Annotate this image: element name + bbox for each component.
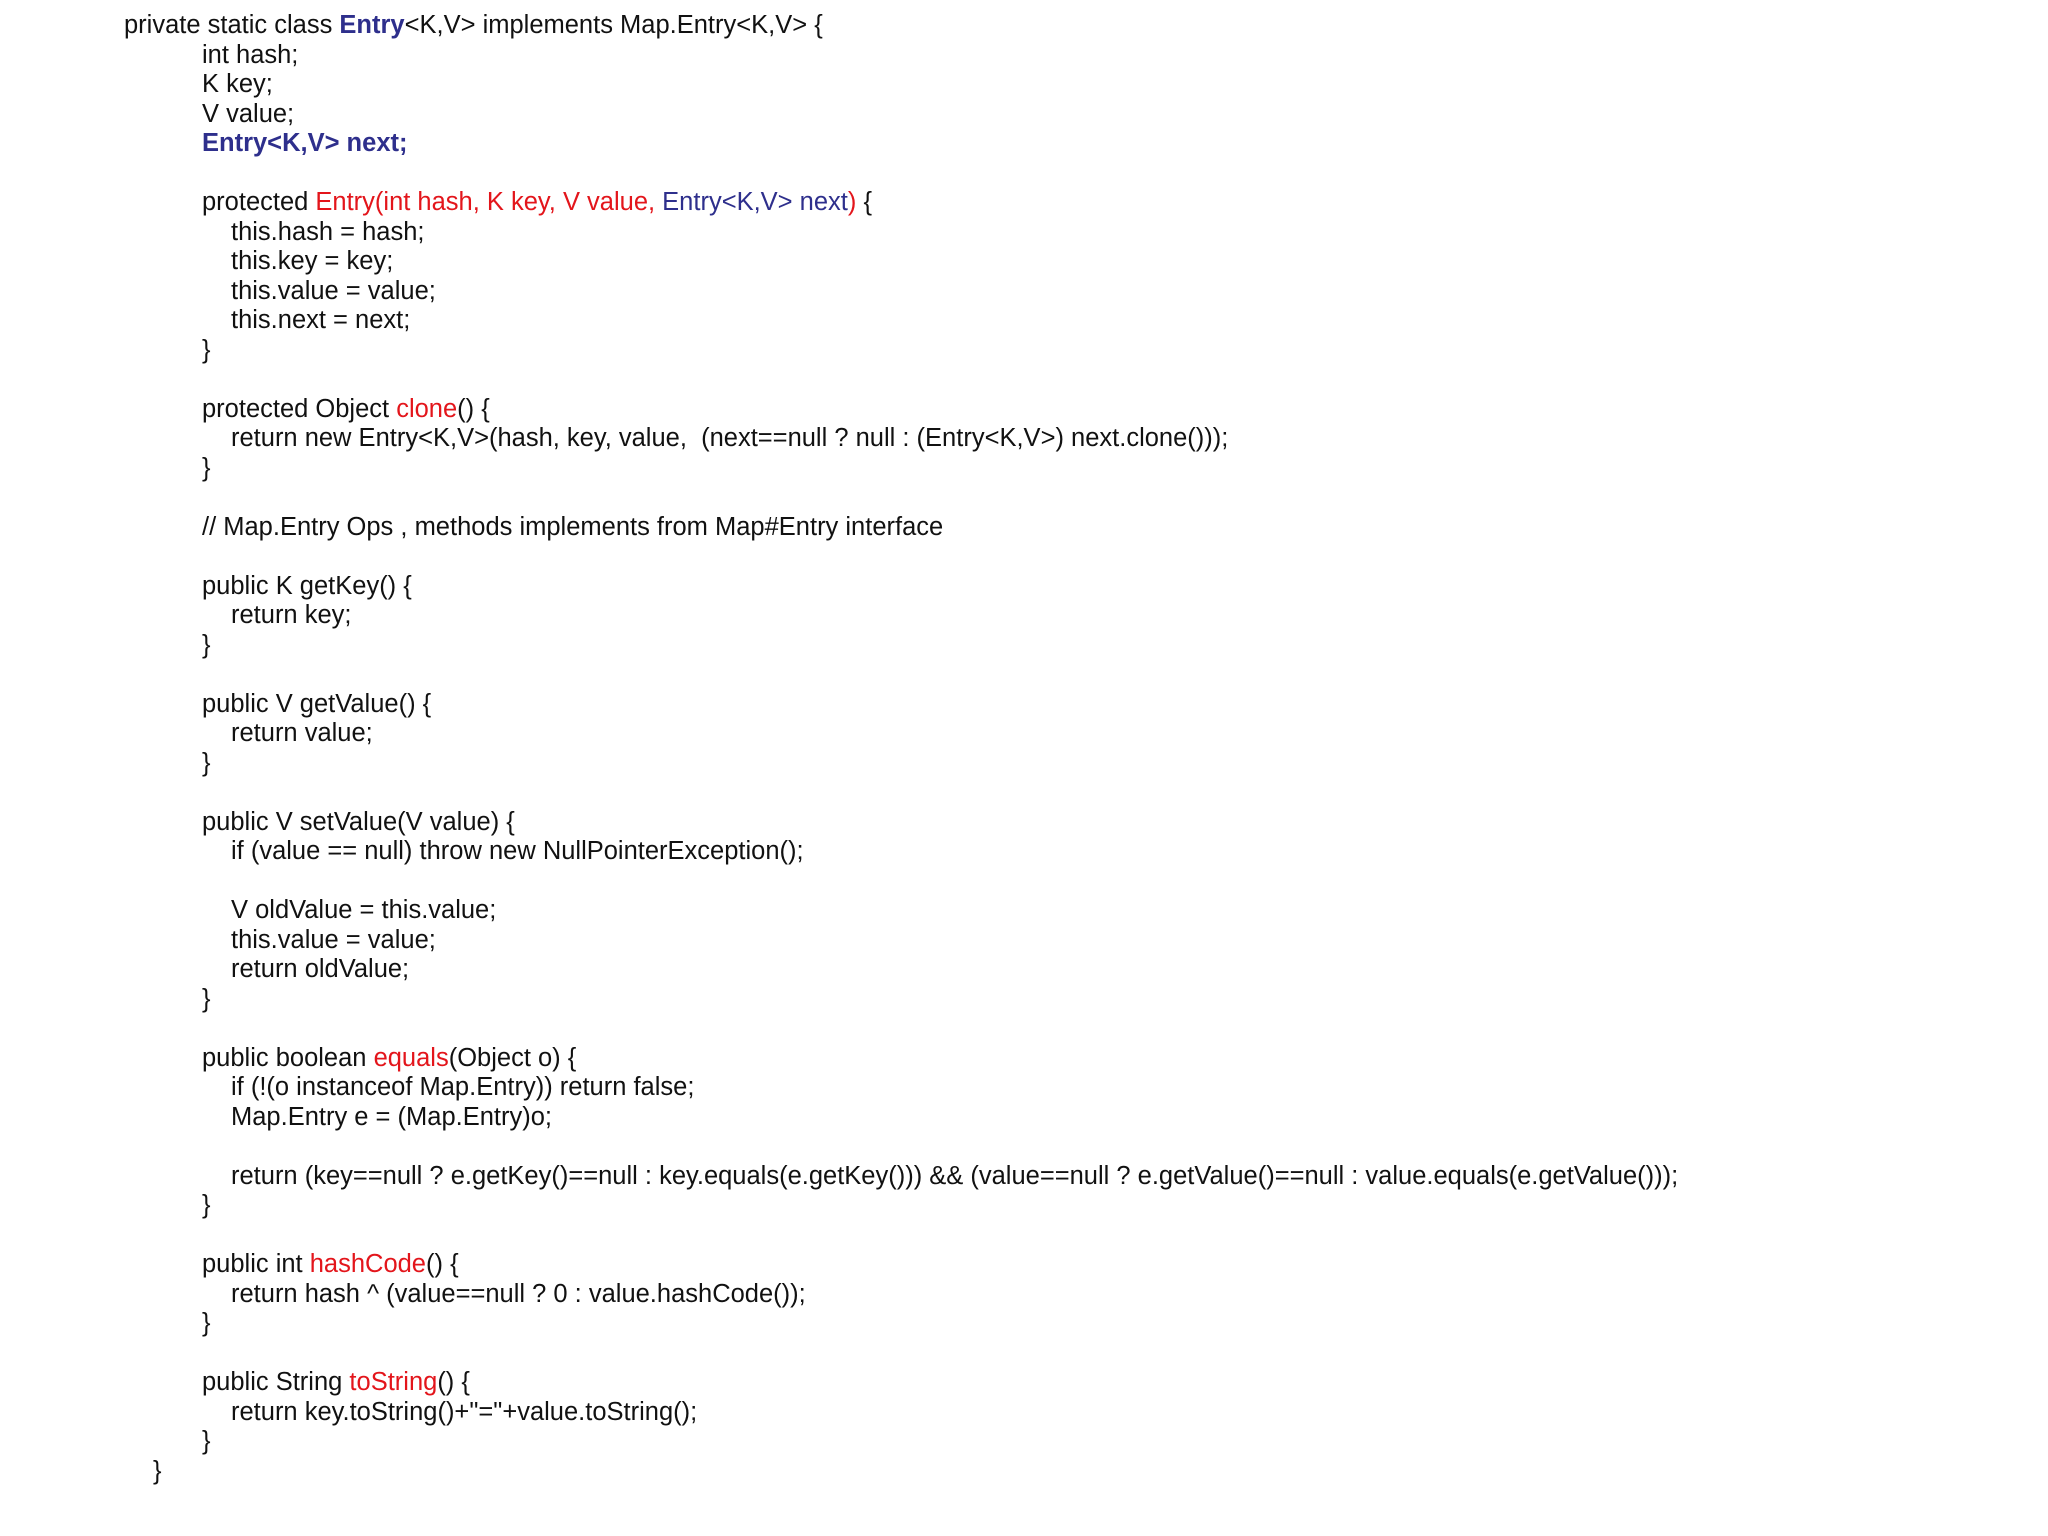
code-token: <K,V> implements Map.Entry<K,V> { xyxy=(404,11,823,39)
code-token: return (key==null ? e.getKey()==null : key.equals(e.getKey())) && (value==null ? e.getValue()==null : value.equals(e.getValue())); xyxy=(231,1162,1679,1190)
code-line xyxy=(231,1279,806,1309)
code-token: } xyxy=(202,1427,211,1455)
code-token: public V getValue() { xyxy=(202,690,432,718)
code-line xyxy=(202,630,211,660)
code-line xyxy=(231,1161,1678,1191)
code-line xyxy=(231,276,436,306)
code-line xyxy=(231,1397,697,1427)
code-token: this.value = value; xyxy=(231,277,436,305)
code-line xyxy=(202,1249,459,1279)
code-token: if (value == null) throw new NullPointerException(); xyxy=(231,837,804,865)
code-line xyxy=(202,99,294,129)
code-token: return new Entry<K,V>(hash, key, value, (next==null ? null : (Entry<K,V>) next.clone())); xyxy=(231,424,1229,452)
code-line xyxy=(202,748,211,778)
code-line xyxy=(202,40,298,70)
code-token: Entry<K,V> next xyxy=(662,188,848,216)
code-line xyxy=(231,954,409,984)
code-line xyxy=(202,187,872,217)
code-line xyxy=(231,1072,694,1102)
code-line xyxy=(231,246,393,276)
code-line xyxy=(202,1308,211,1338)
code-token: Map.Entry e = (Map.Entry)o; xyxy=(231,1103,552,1131)
code-token: return value; xyxy=(231,719,373,747)
code-line xyxy=(231,836,804,866)
code-token: () { xyxy=(437,1368,470,1396)
code-line xyxy=(231,1102,552,1132)
code-line xyxy=(202,394,490,424)
code-token: this.hash = hash; xyxy=(231,218,425,246)
code-token: V oldValue = this.value; xyxy=(231,896,497,924)
code-token: this.next = next; xyxy=(231,306,411,334)
code-token: Entry xyxy=(339,11,405,39)
code-line xyxy=(202,807,515,837)
code-token: if (!(o instanceof Map.Entry)) return false; xyxy=(231,1073,695,1101)
code-line xyxy=(202,128,407,158)
code-line xyxy=(231,925,436,955)
code-line xyxy=(202,453,211,483)
code-token: ) xyxy=(847,188,857,216)
code-token: Entry(int hash, K key, V value, xyxy=(315,188,663,216)
code-token: equals xyxy=(373,1044,449,1072)
code-token: (Object o) { xyxy=(448,1044,577,1072)
code-token: public K getKey() { xyxy=(202,572,412,600)
code-line xyxy=(202,689,431,719)
code-token: } xyxy=(202,1309,211,1337)
code-token: this.key = key; xyxy=(231,247,394,275)
code-line xyxy=(231,217,425,247)
code-line xyxy=(124,10,823,40)
code-token: clone xyxy=(396,395,458,423)
code-line xyxy=(202,1426,211,1456)
code-line xyxy=(202,571,412,601)
code-line xyxy=(202,1367,470,1397)
code-token: { xyxy=(856,188,872,216)
code-line xyxy=(231,423,1228,453)
code-token: public int xyxy=(202,1250,310,1278)
code-token: } xyxy=(202,985,211,1013)
code-line xyxy=(231,718,373,748)
code-token: toString xyxy=(349,1368,438,1396)
code-token: protected Object xyxy=(202,395,397,423)
code-token: K key; xyxy=(202,70,273,98)
code-token: return key; xyxy=(231,601,352,629)
code-comment xyxy=(202,512,943,542)
code-line xyxy=(231,895,496,925)
code-token: return hash ^ (value==null ? 0 : value.hashCode()); xyxy=(231,1280,806,1308)
code-token: public V setValue(V value) { xyxy=(202,808,515,836)
code-line xyxy=(202,335,211,365)
code-token: private static class xyxy=(124,11,340,39)
code-token: } xyxy=(202,749,211,777)
code-token: } xyxy=(202,336,211,364)
code-token: } xyxy=(153,1457,162,1485)
code-token: } xyxy=(202,631,211,659)
code-line xyxy=(202,984,211,1014)
code-token: hashCode xyxy=(309,1250,426,1278)
code-token: protected xyxy=(202,188,316,216)
code-line xyxy=(153,1456,162,1486)
code-line xyxy=(202,69,273,99)
code-token: Entry<K,V> next; xyxy=(202,129,408,157)
code-token: // Map.Entry Ops , methods implements from Map#Entry interface xyxy=(202,513,944,541)
code-token: return key.toString()+"="+value.toString(); xyxy=(231,1398,698,1426)
code-token: } xyxy=(202,454,211,482)
code-line xyxy=(231,305,410,335)
code-token: public String xyxy=(202,1368,350,1396)
code-line xyxy=(202,1190,211,1220)
code-token: () { xyxy=(457,395,490,423)
code-token: return oldValue; xyxy=(231,955,410,983)
code-token: } xyxy=(202,1191,211,1219)
code-token: int hash; xyxy=(202,41,299,69)
code-token: V value; xyxy=(202,100,295,128)
code-token: public boolean xyxy=(202,1044,374,1072)
code-line xyxy=(202,1043,576,1073)
code-line xyxy=(231,600,351,630)
code-token: this.value = value; xyxy=(231,926,436,954)
code-token: () { xyxy=(426,1250,459,1278)
